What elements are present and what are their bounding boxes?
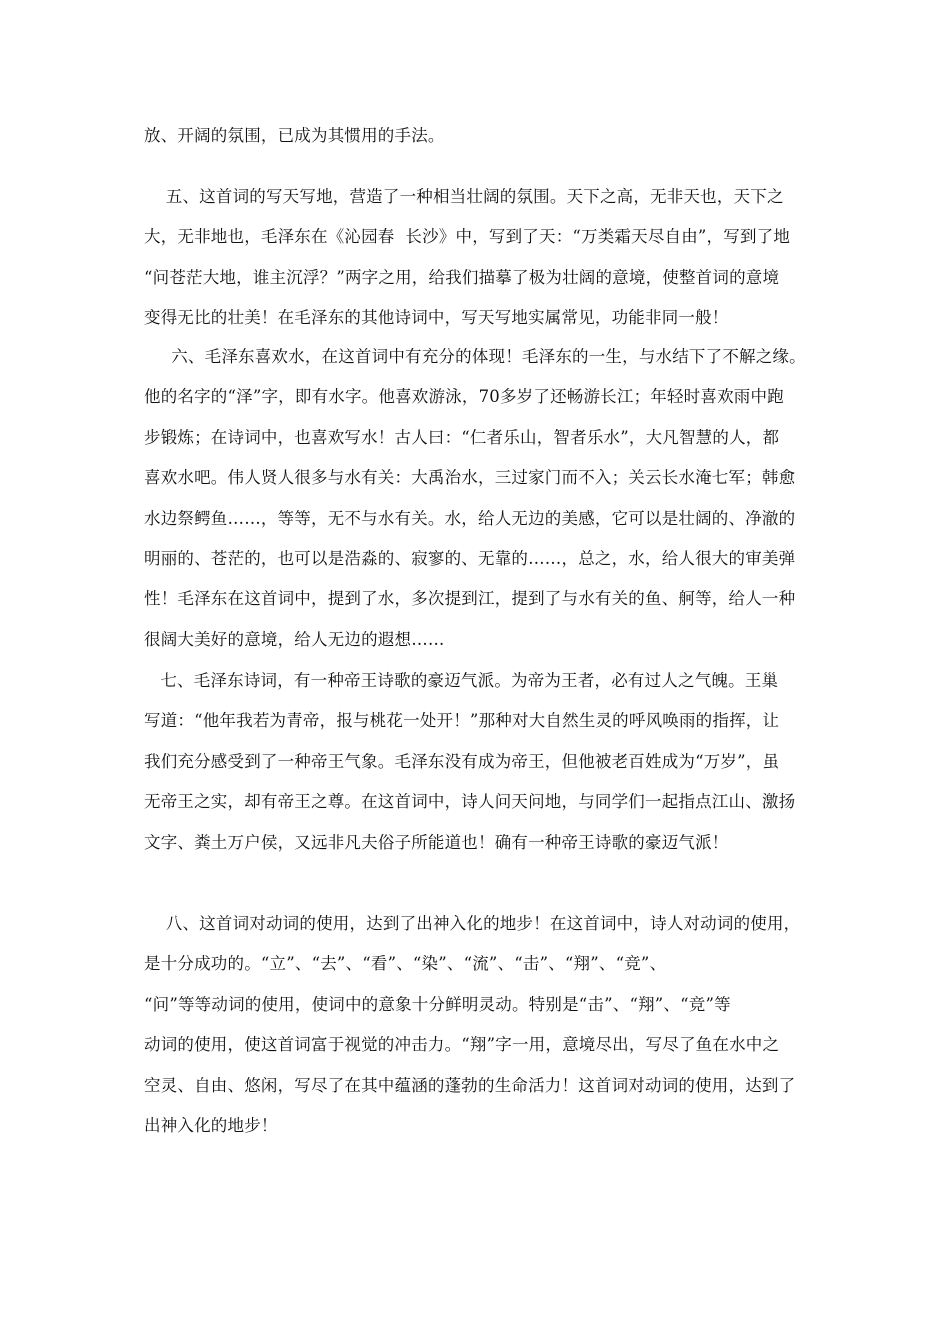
text-line: 明丽的、苍茫的，也可以是浩淼的、寂寥的、无靠的……，总之，水，给人很大的审美弹 — [144, 549, 796, 569]
text-line: 八、这首词对动词的使用，达到了出神入化的地步！在这首词中，诗人对动词的使用， — [144, 914, 801, 933]
text-line: 步锻炼；在诗词中，也喜欢写水！古人曰：“仁者乐山，智者乐水”，大凡智慧的人，都 — [144, 427, 780, 447]
text-line: 无帝王之实，却有帝王之尊。在这首词中，诗人问天问地，与同学们一起指点江山、激扬 — [144, 792, 796, 812]
text-line: 性！毛泽东在这首词中，提到了水，多次提到江，提到了与水有关的鱼、舸等，给人一种 — [144, 589, 796, 609]
text-line: 放、开阔的氛围，已成为其惯用的手法。 — [144, 126, 445, 145]
text-line: 很阔大美好的意境，给人无边的遐想…… — [144, 629, 445, 649]
text-line: 出神入化的地步！ — [144, 1116, 278, 1136]
text-line: 动词的使用，使这首词富于视觉的冲击力。“翔”字一用，意境尽出，写尽了鱼在水中之 — [144, 1035, 780, 1055]
text-line: 七、毛泽东诗词，有一种帝王诗歌的豪迈气派。为帝为王者，必有过人之气魄。王巢 — [144, 671, 779, 690]
text-line: 文字、粪土万户侯，又远非凡夫俗子所能道也！确有一种帝王诗歌的豪迈气派！ — [144, 832, 729, 852]
paragraph-five — [144, 177, 812, 339]
text-line: 水边祭鳄鱼……，等等，无不与水有关。水，给人无边的美感，它可以是壮阔的、净澈的 — [144, 508, 796, 528]
paragraph-eight — [144, 904, 812, 1146]
text-line: “问苍茫大地，谁主沉浮？”两字之用，给我们描摹了极为壮阔的意境，使整首词的意境 — [144, 267, 780, 287]
text-line: 大，无非地也，毛泽东在《沁园春 长沙》中，写到了天：“万类霜天尽自由”，写到了地 — [144, 227, 791, 247]
text-line: 是十分成功的。“立”、“去”、“看”、“染”、“流”、“击”、“翔”、“竞”、 — [144, 954, 667, 974]
text-line: 我们充分感受到了一种帝王气象。毛泽东没有成为帝王，但他被老百姓成为“万岁”，虽 — [144, 751, 780, 771]
text-line: “问”等等动词的使用，使词中的意象十分鲜明灵动。特别是“击”、“翔”、“竞”等 — [144, 994, 731, 1014]
paragraph-intro-fragment — [144, 116, 812, 156]
text-line: 他的名字的“泽”字，即有水字。他喜欢游泳，70多岁了还畅游长江；年轻时喜欢雨中跑 — [144, 387, 784, 407]
text-line: 五、这首词的写天写地，营造了一种相当壮阔的氛围。天下之高，无非天也，天下之 — [144, 187, 784, 206]
text-line: 六、毛泽东喜欢水，在这首词中有充分的体现！毛泽东的一生，与水结下了不解之缘。 — [144, 347, 806, 366]
text-line: 写道：“他年我若为青帝，报与桃花一处开！”那种对大自然生灵的呼风唤雨的指挥，让 — [144, 711, 780, 731]
text-line: 喜欢水吧。伟人贤人很多与水有关：大禹治水，三过家门而不入；关云长水淹七军；韩愈 — [144, 468, 796, 488]
text-line: 空灵、自由、悠闲，写尽了在其中蕴涵的蓬勃的生命活力！这首词对动词的使用，达到了 — [144, 1075, 796, 1095]
paragraph-six — [144, 337, 812, 660]
paragraph-seven — [144, 661, 812, 863]
text-line: 变得无比的壮美！在毛泽东的其他诗词中，写天写地实属常见，功能非同一般！ — [144, 308, 729, 328]
